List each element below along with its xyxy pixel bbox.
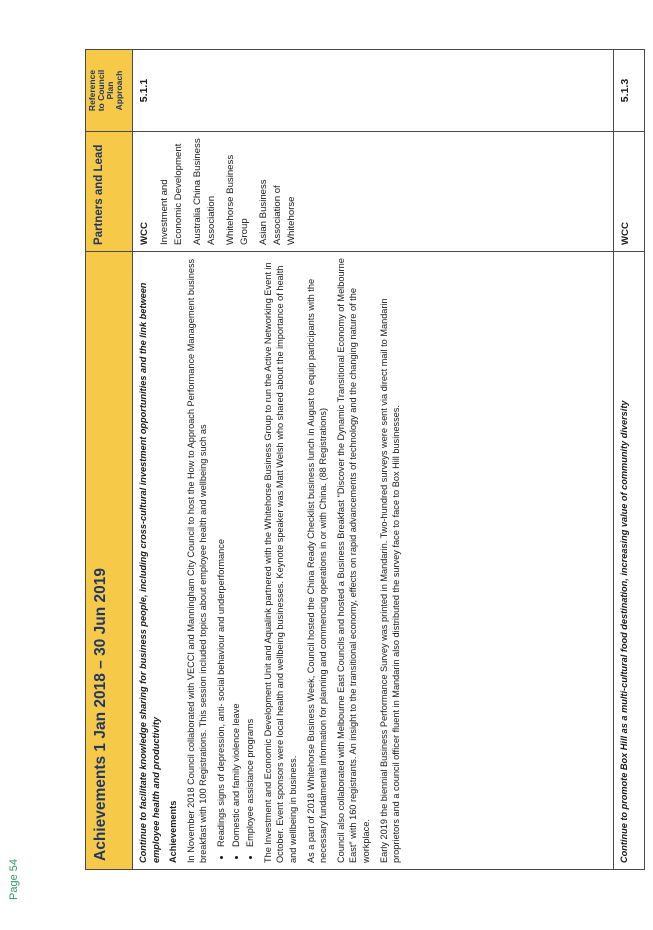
reference-cell: 5.1.1 [133,50,614,132]
list-item: • Readings signs of depression, anti- social behaviour and underperformance [215,258,228,847]
partner-name: Whitehorse Business Group [225,154,250,245]
paragraph: Council also collaborated with Melbourne East Councils and hosted a Business Breakfast "Discover the Dynamic Transitional Economy of Melbourne East" with 160 registrants. An insight to the transitional economy, effects on rapid advancements of technology and the changing nature of the workplace. [335,258,371,863]
table-row [133,50,614,870]
page-number: Page 54 [8,859,20,900]
table-row [614,50,645,870]
paragraph: As a part of 2018 Whitehorse Business Week, Council hosted the China Ready Checklist business lunch in August to equip participants with the necessary fundamental information for planning and commencing operations in or with China. (88 Registrations) [305,278,329,863]
lead-partner: WCC [139,222,150,245]
achievements-cell [614,252,645,870]
header-reference-line: Reference [87,69,97,112]
paragraph: The Investment and Economic Development Unit and Aqualink partnered with the Whitehorse Business Group to run the Active Networking Event in October. Event sponsors were local health and wellbeing businesses. Keynote speaker was Matt Welsh who shared about the importance of health and wellbeing in business. [262,262,298,863]
paragraph: Early 2019 the biennial Business Performance Survey was printed in Mandarin. Two-hundred surveys were sent via direct mail to Mandarin proprietors and a council officer fluent in Mandarin also distributed the survey face to face to Box Hill businesses. [378,298,402,863]
objective-text: Continue to facilitate knowledge sharing for business people, including cross-cultural investment opportunities and the link between employee health and productivity [138,282,161,863]
partners-cell [614,132,645,252]
bullet-list [215,258,257,863]
achievements-table [85,49,645,870]
table-header-row [86,50,133,870]
rotated-table-wrapper [85,50,645,870]
partners-cell [133,132,614,252]
header-achievements: Achievements 1 Jan 2018 – 30 Jun 2019 [86,252,133,870]
partner-name: Investment and Economic Development [159,143,184,245]
list-item: • Employee assistance programs [244,258,257,847]
achievements-subheading: Achievements [168,800,179,863]
header-reference-line: to Council [96,69,106,112]
achievements-cell [133,252,614,870]
objective-text: Continue to promote Box Hill as a multi-cultural food destination, increasing value of community diversity [619,400,629,863]
header-partners: Partners and Lead [86,132,133,252]
reference-cell: 5.1.3 [614,50,645,132]
header-reference [86,50,133,132]
lead-partner: WCC [620,222,631,245]
header-reference-line: Plan [105,81,115,100]
header-reference-line: Approach [114,70,124,111]
paragraph: In November 2018 Council collaborated with VECCI and Manningham City Council to host the How to Approach Performance Management business breakfast with 100 Registrations. This session included topics about employee health and wellbeing such as [185,258,209,863]
list-item: • Domestic and family violence leave [230,258,243,847]
partner-name: Australia China Business Association [192,138,217,245]
partner-name: Asian Business Association of Whitehorse [258,179,297,245]
